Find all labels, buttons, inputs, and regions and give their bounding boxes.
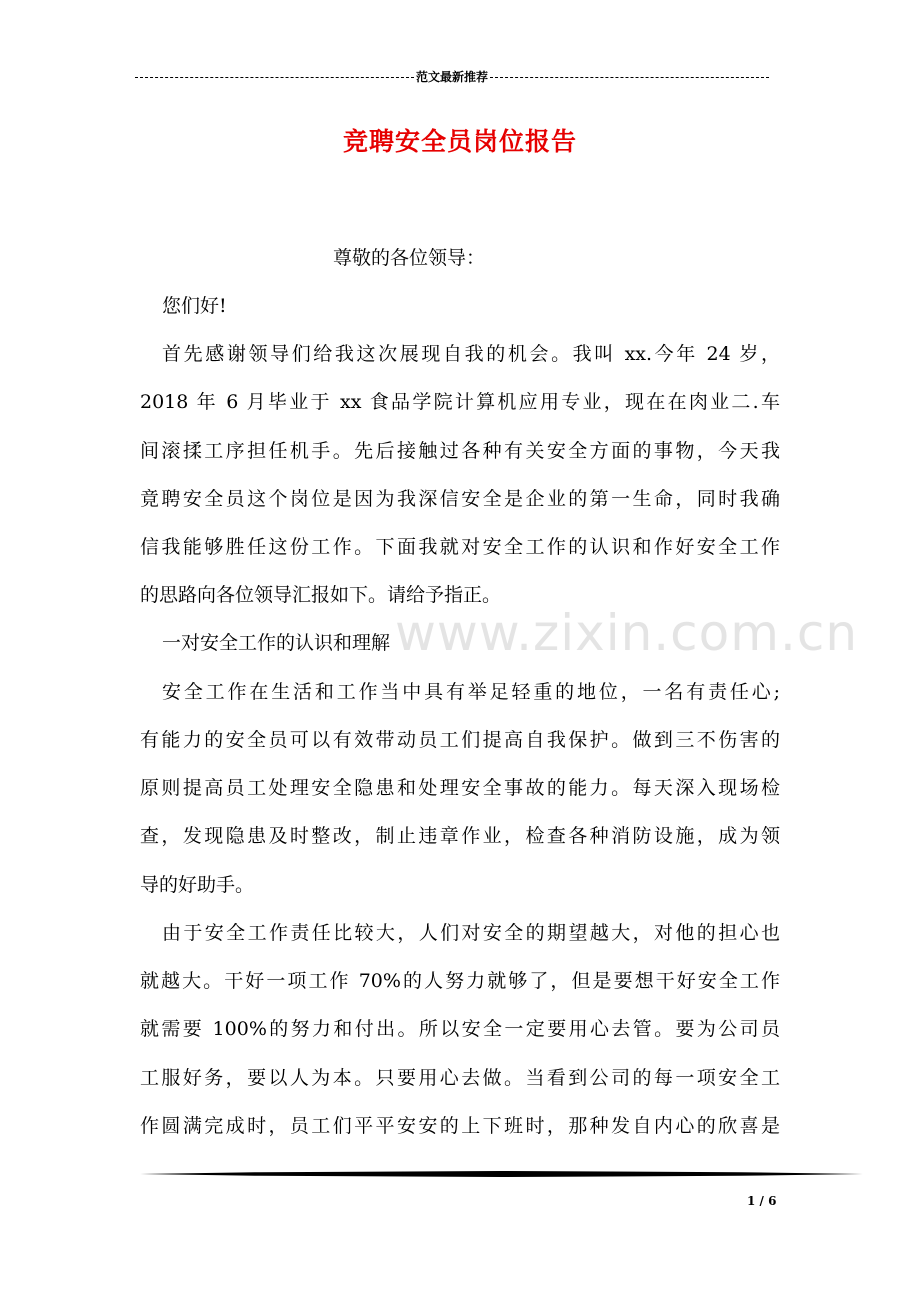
section-heading: 一对安全工作的认识和理解 (162, 632, 391, 654)
watermark: www.zixin.com.cn (395, 604, 859, 662)
paragraph-line: 首先感谢领导们给我这次展现自我的机会。我叫 xx.今年 24 岁， (162, 343, 780, 365)
salutation: 尊敬的各位领导： (333, 247, 486, 269)
paragraph-line: 查，发现隐患及时整改，制止违章作业，检查各种消防设施，成为领 (140, 825, 780, 847)
paragraph-line: 原则提高员工处理安全隐患和处理安全事故的能力。每天深入现场检 (140, 777, 780, 799)
paragraph-line: 安全工作在生活和工作当中具有举足轻重的地位，一名有责任心; (162, 681, 780, 703)
paragraph-line: 就需要 100%的努力和付出。所以安全一定要用心去管。要为公司员 (140, 1018, 780, 1040)
paragraph-line: 导的好助手。 (140, 874, 255, 896)
greeting: 您们好! (162, 295, 227, 317)
document-title: 竞聘安全员岗位报告 (342, 127, 577, 156)
header-text: 范文最新推荐 (416, 70, 489, 84)
paragraph-line: 间滚揉工序担任机手。先后接触过各种有关安全方面的事物，今天我 (140, 440, 780, 462)
page-header (135, 68, 769, 85)
paragraph-line: 就越大。干好一项工作 70%的人努力就够了，但是要想干好安全工作 (140, 970, 780, 992)
header-dash-left (135, 77, 414, 78)
paragraph-line: 信我能够胜任这份工作。下面我就对安全工作的认识和作好安全工作 (140, 536, 780, 558)
header-dash-right (490, 77, 769, 78)
paragraph-line: 由于安全工作责任比较大，人们对安全的期望越大，对他的担心也 (162, 922, 780, 944)
paragraph-line: 工服好务，要以人为本。只要用心去做。当看到公司的每一项安全工 (140, 1067, 780, 1089)
paragraph-line: 作圆满完成时，员工们平平安安的上下班时，那种发自内心的欣喜是 (140, 1115, 780, 1137)
paragraph-line: 竟聘安全员这个岗位是因为我深信安全是企业的第一生命，同时我确 (140, 488, 780, 510)
footer-rule (140, 1171, 863, 1177)
paragraph-line: 2018 年 6 月毕业于 xx 食品学院计算机应用专业，现在在肉业二.车 (140, 391, 780, 413)
paragraph-line: 的思路向各位领导汇报如下。请给予指正。 (140, 584, 502, 606)
page-number: 1 / 6 (747, 1194, 777, 1208)
paragraph-line: 有能力的安全员可以有效带动员工们提高自我保护。做到三不伤害的 (140, 729, 780, 751)
